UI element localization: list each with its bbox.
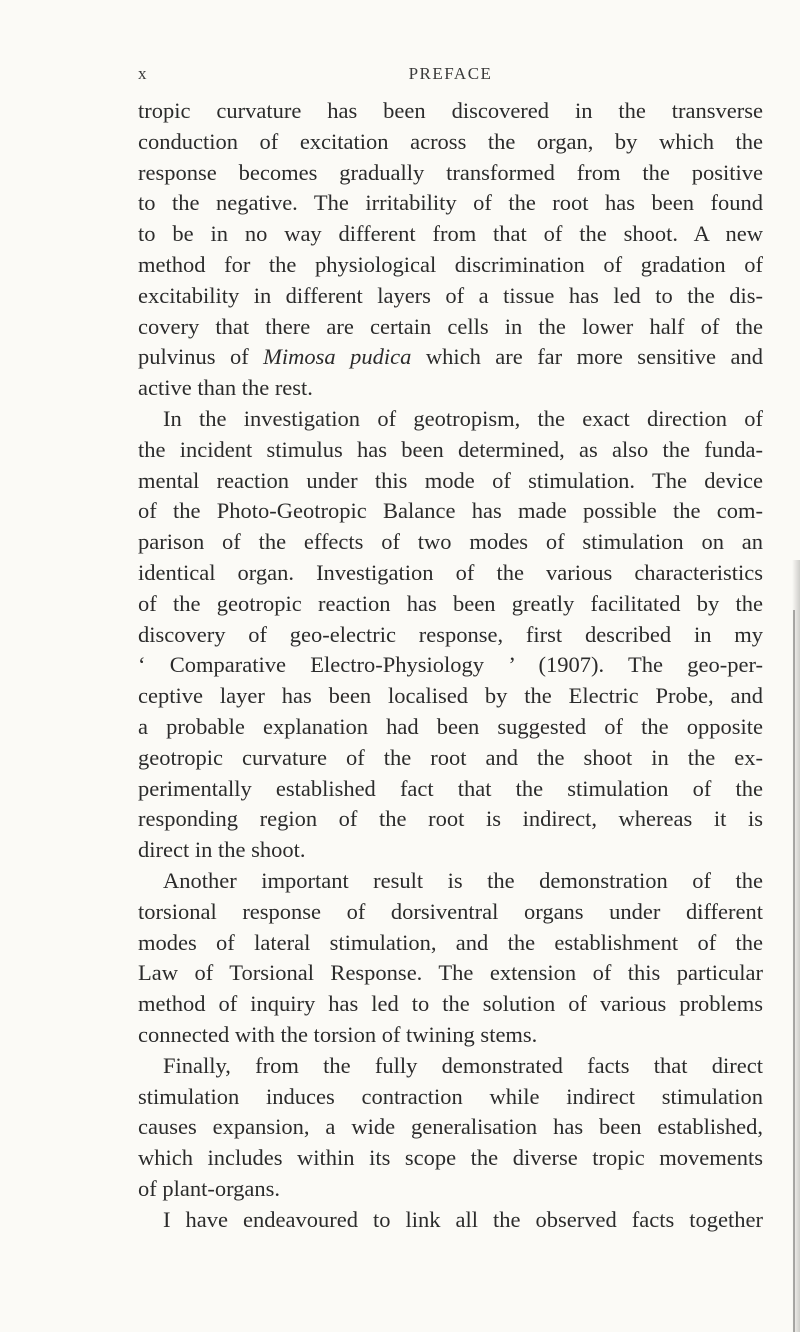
- running-head: [138, 64, 763, 88]
- text-line: stimulation induces contraction while indirect stimulation: [138, 1083, 763, 1109]
- text-line: direct in the shoot.: [138, 837, 306, 863]
- text-line: mental reaction under this mode of stimulation. The device: [138, 467, 763, 493]
- paragraph-start-line: I have endeavoured to link all the observed facts together: [163, 1206, 763, 1232]
- text-line: covery that there are certain cells in the lower half of the: [138, 313, 763, 339]
- text-line: ‘ Comparative Electro-Physiology ’ (1907). The geo-per-: [138, 652, 763, 678]
- text-line: to the negative. The irritability of the root has been found: [138, 190, 763, 216]
- text-line: of plant-organs.: [138, 1175, 281, 1201]
- text-line: method for the physiological discrimination of gradation of: [138, 251, 763, 277]
- text-line: identical organ. Investigation of the various characteristics: [138, 559, 763, 585]
- section-title: PREFACE: [408, 64, 493, 83]
- text-line: discovery of geo-electric response, first described in my: [138, 621, 763, 647]
- paragraph-start-line: In the investigation of geotropism, the exact direction of: [163, 405, 763, 431]
- text-line: ceptive layer has been localised by the Electric Probe, and: [138, 683, 763, 709]
- text-line: which includes within its scope the diverse tropic movements: [138, 1145, 763, 1171]
- page-edge-line: [793, 610, 795, 1332]
- page-number: x: [138, 64, 148, 83]
- text-line: response becomes gradually transformed from the positive: [138, 159, 763, 185]
- text-line: excitability in different layers of a tissue has led to the dis-: [138, 282, 763, 308]
- text-line: method of inquiry has led to the solution of various problems: [138, 991, 763, 1017]
- text-line: causes expansion, a wide generalisation has been established,: [138, 1114, 763, 1140]
- text-line-mimosa: [138, 342, 763, 373]
- text-fragment: which are far more sensitive and: [411, 344, 763, 370]
- text-fragment: pulvinus of: [138, 344, 264, 370]
- text-line: geotropic curvature of the root and the shoot in the ex-: [138, 744, 763, 770]
- text-line: responding region of the root is indirect, whereas it is: [138, 806, 763, 832]
- paragraph-start-line: Another important result is the demonstration of the: [163, 867, 763, 893]
- text-line: Law of Torsional Response. The extension of this particular: [138, 960, 763, 986]
- text-line: torsional response of dorsiventral organs under different: [138, 898, 763, 924]
- text-line: parison of the effects of two modes of stimulation on an: [138, 529, 763, 555]
- text-line: the incident stimulus has been determined, as also the funda-: [138, 436, 763, 462]
- text-line: tropic curvature has been discovered in the transverse: [138, 98, 763, 123]
- text-line: of the Photo-Geotropic Balance has made possible the com-: [138, 498, 763, 524]
- body-text: [138, 96, 763, 1235]
- text-line: perimentally established fact that the stimulation of the: [138, 775, 763, 801]
- paragraph-start-line: Finally, from the fully demonstrated facts that direct: [163, 1052, 763, 1078]
- text-line: of the geotropic reaction has been greatly facilitated by the: [138, 590, 763, 616]
- text-line: active than the rest.: [138, 375, 313, 401]
- text-line: a probable explanation had been suggested of the opposite: [138, 713, 763, 739]
- species-name: Mimosa pudica: [263, 344, 412, 370]
- text-line: conduction of excitation across the organ, by which the: [138, 128, 763, 154]
- text-line: to be in no way different from that of the shoot. A new: [138, 221, 763, 247]
- text-line: connected with the torsion of twining stems.: [138, 1021, 538, 1047]
- text-line: modes of lateral stimulation, and the establishment of the: [138, 929, 763, 955]
